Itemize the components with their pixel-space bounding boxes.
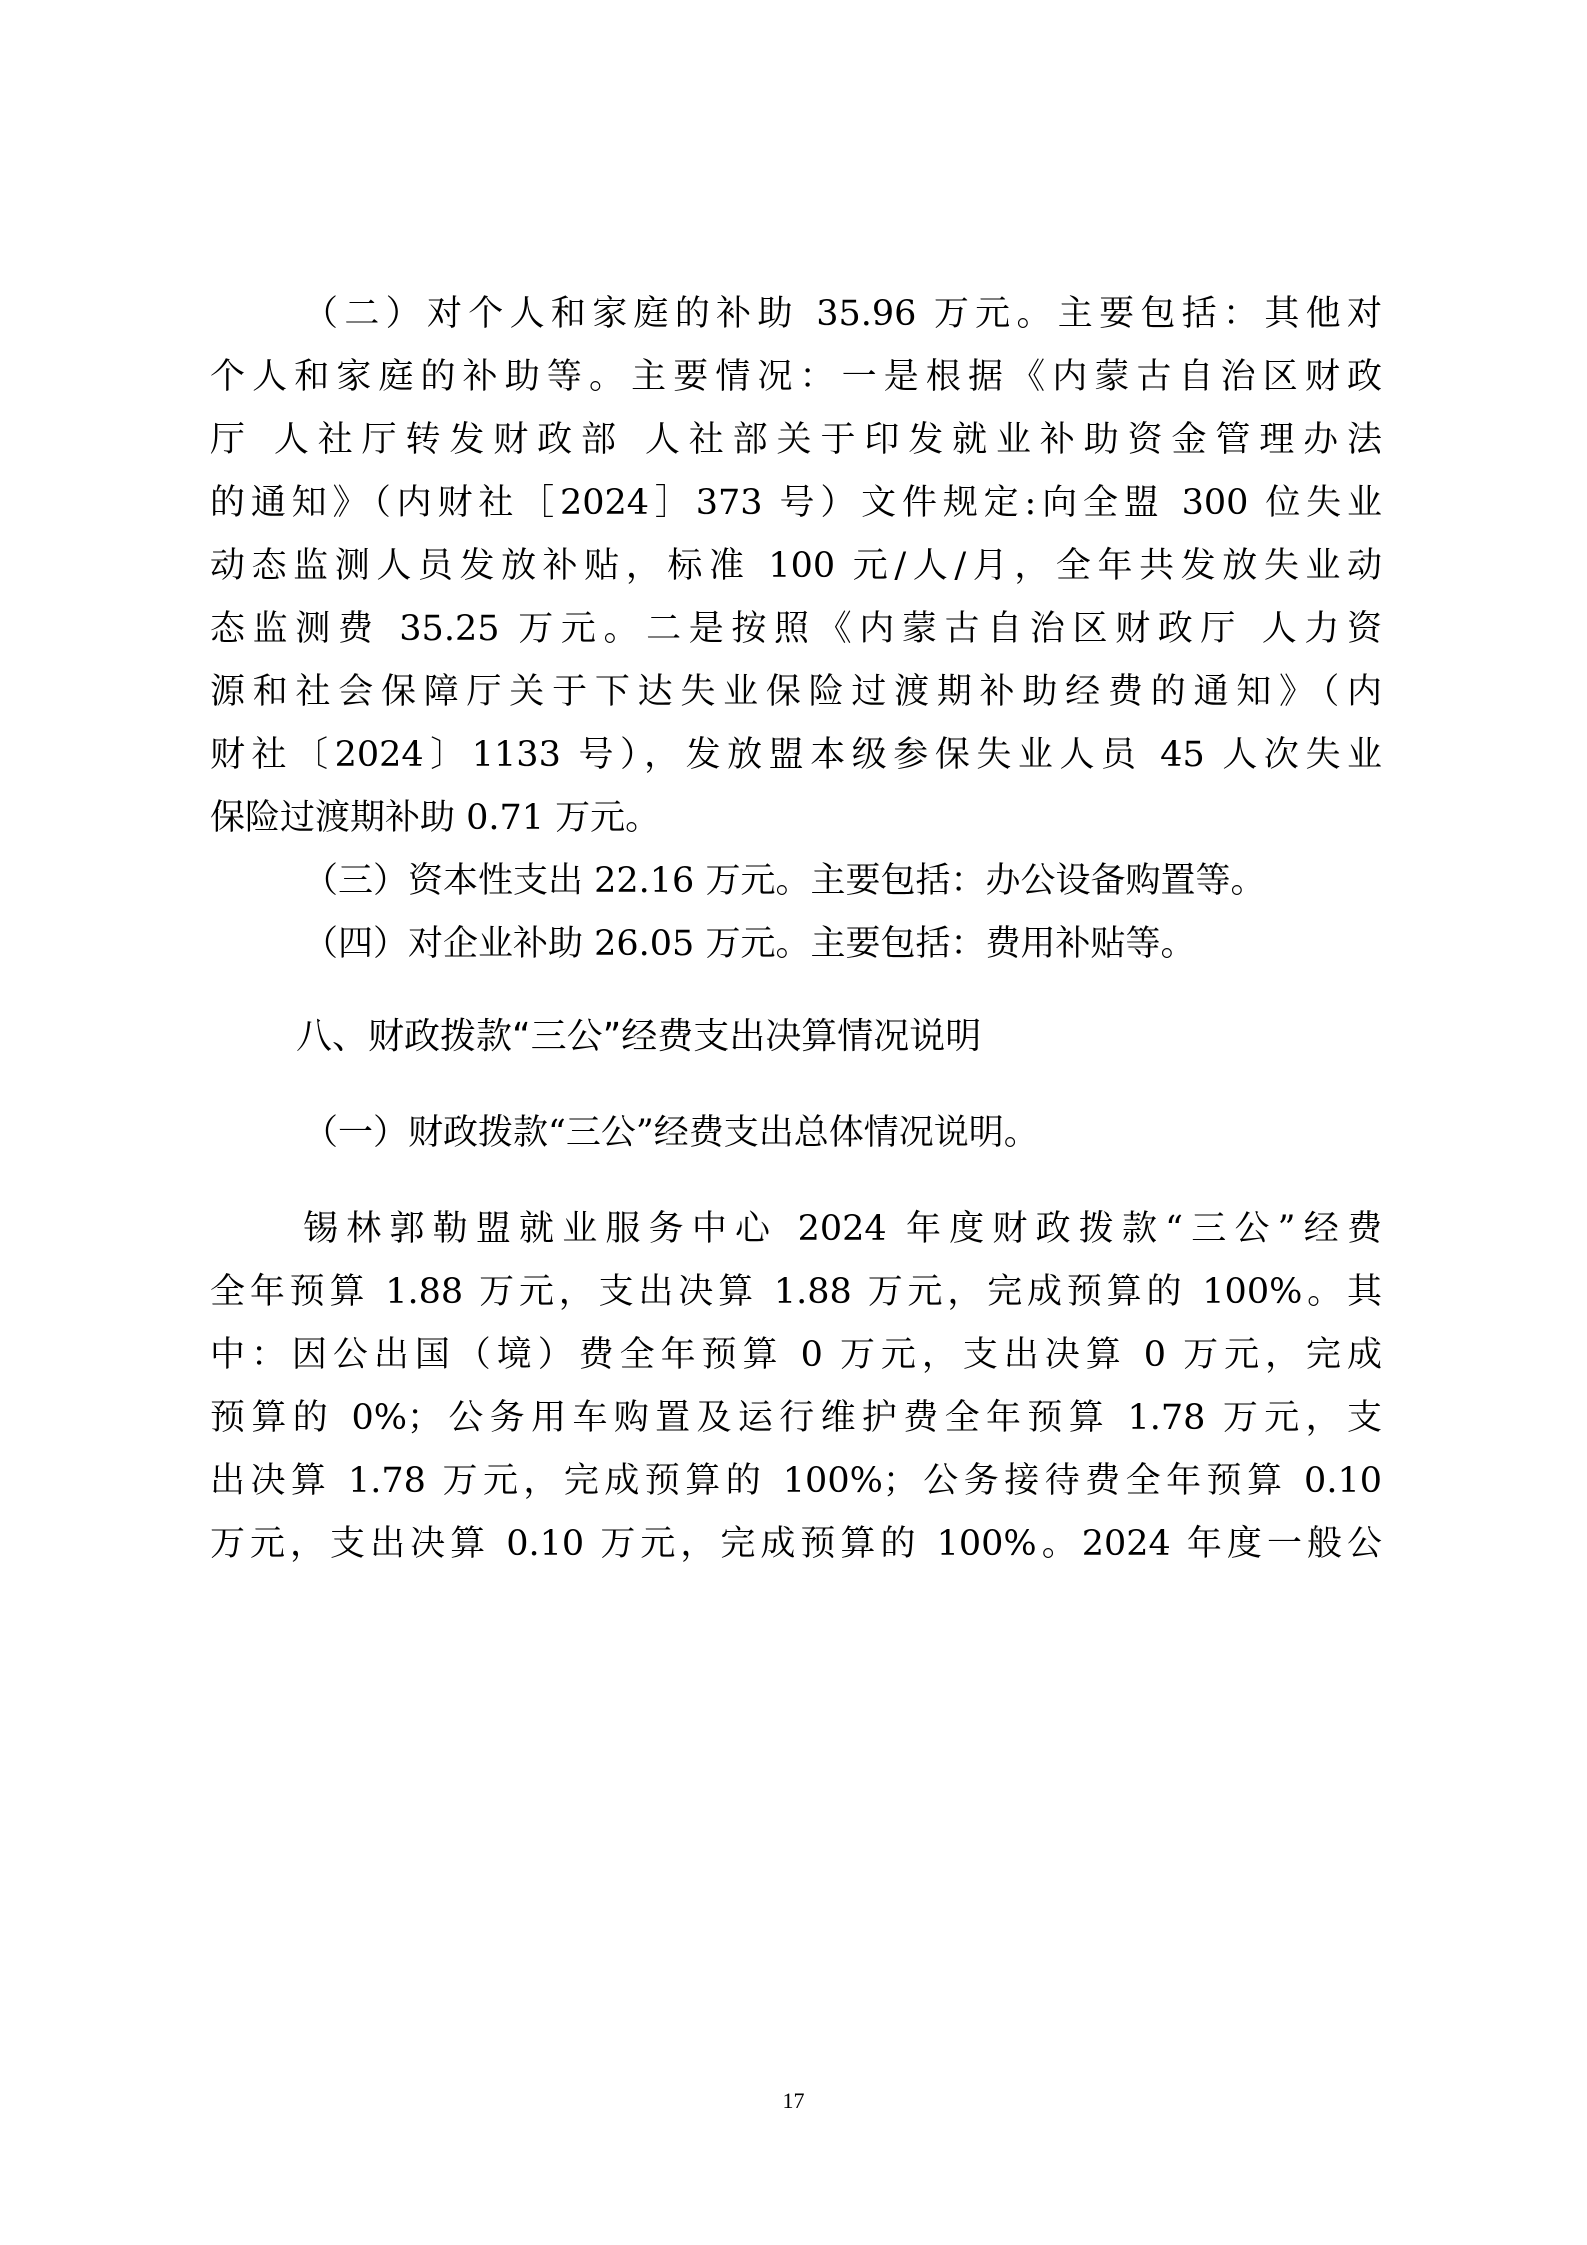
section-heading: 八、财政拨款“三公”经费支出决算情况说明 [296,1016,982,1057]
paragraph-2-line-4: 的通知》（内财社［2024］373 号）文件规定:向全盟 300 位失业 [210,483,1382,523]
paragraph-2-line-3: 厅 人社厅转发财政部 人社部关于印发就业补助资金管理办法 [210,420,1382,460]
summary-line-3: 中：因公出国（境）费全年预算 0 万元，支出决算 0 万元，完成 [210,1335,1382,1375]
summary-line-2: 全年预算 1.88 万元，支出决算 1.88 万元，完成预算的 100%。其 [210,1272,1382,1312]
page-number: 17 [782,2088,805,2113]
summary-line-5: 出决算 1.78 万元，完成预算的 100%；公务接待费全年预算 0.10 [210,1461,1382,1501]
subsection-heading: （一）财政拨款“三公”经费支出总体情况说明。 [303,1113,1039,1153]
paragraph-2-line-8: 财社〔2024〕1133 号），发放盟本级参保失业人员 45 人次失业 [210,735,1382,775]
summary-line-1: 锡林郭勒盟就业服务中心 2024 年度财政拨款“三公”经费 [303,1209,1382,1249]
paragraph-2-line-7: 源和社会保障厅关于下达失业保险过渡期补助经费的通知》（内 [210,672,1382,712]
paragraph-2-line-9: 保险过渡期补助 0.71 万元。 [210,798,661,838]
paragraph-4: （四）对企业补助 26.05 万元。主要包括：费用补贴等。 [303,924,1196,964]
summary-line-4: 预算的 0%；公务用车购置及运行维护费全年预算 1.78 万元，支 [210,1398,1382,1438]
paragraph-2-line-1: （二）对个人和家庭的补助 35.96 万元。主要包括：其他对 [303,294,1382,334]
paragraph-2-line-6: 态监测费 35.25 万元。二是按照《内蒙古自治区财政厅 人力资 [210,609,1382,649]
paragraph-3: （三）资本性支出 22.16 万元。主要包括：办公设备购置等。 [303,861,1266,901]
summary-line-6: 万元，支出决算 0.10 万元，完成预算的 100%。2024 年度一般公 [210,1524,1382,1564]
paragraph-2-line-2: 个人和家庭的补助等。主要情况：一是根据《内蒙古自治区财政 [210,357,1382,397]
paragraph-2-line-5: 动态监测人员发放补贴，标准 100 元/人/月，全年共发放失业动 [210,546,1382,586]
